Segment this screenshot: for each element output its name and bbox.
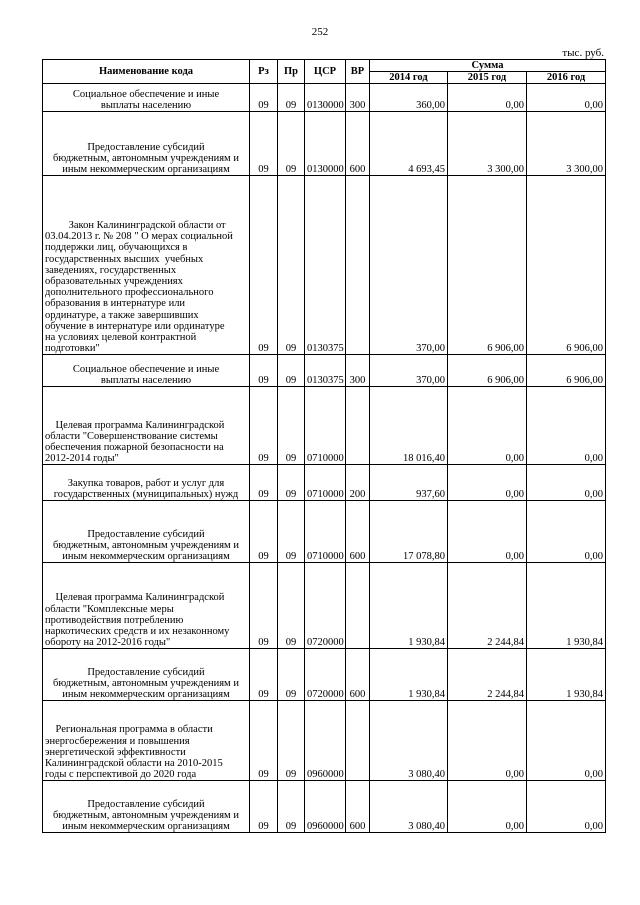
header-name: Наименование кода — [43, 60, 250, 84]
row-pr: 09 — [278, 176, 305, 355]
table-row — [43, 649, 606, 701]
row-name: Закон Калининградской области от 03.04.2013 г. № 208 " О мерах социальной поддержки лиц, обучающихся в государственных высших учебных заведениях, государственных образовательных учреждениях дополнительного профессионального образования в интернатуре или ординатуре, а также завершивших обучение в интернатуре или ординатуре на условиях целевой контрактной подготовки" — [43, 176, 250, 355]
table-row — [43, 355, 606, 387]
units-label: тыс. руб. — [562, 47, 604, 59]
table-row — [43, 112, 606, 176]
table-row — [43, 501, 606, 563]
row-pr: 09 — [278, 465, 305, 501]
row-rz: 09 — [250, 465, 278, 501]
row-sum-2016: 0,00 — [527, 465, 606, 501]
table-row — [43, 176, 606, 355]
row-sum-2014: 17 078,80 — [370, 501, 448, 563]
row-vr — [346, 701, 370, 781]
row-sum-2015: 0,00 — [448, 465, 527, 501]
table-row — [43, 465, 606, 501]
budget-table — [42, 59, 606, 833]
row-sum-2015: 2 244,84 — [448, 563, 527, 649]
table-row — [43, 387, 606, 465]
row-name: Предоставление субсидий бюджетным, автономным учреждениям и иным некоммерческим организациям — [43, 781, 250, 833]
header-2016: 2016 год — [527, 72, 606, 84]
row-pr: 09 — [278, 563, 305, 649]
row-sum-2014: 370,00 — [370, 355, 448, 387]
row-sum-2016: 1 930,84 — [527, 563, 606, 649]
row-csr: 0710000 — [305, 387, 346, 465]
row-name: Целевая программа Калининградской области "Совершенствование системы обеспечения пожарной безопасности на 2012-2014 годы" — [43, 387, 250, 465]
row-rz: 09 — [250, 84, 278, 112]
row-pr: 09 — [278, 649, 305, 701]
row-pr: 09 — [278, 387, 305, 465]
row-csr: 0960000 — [305, 701, 346, 781]
row-pr: 09 — [278, 355, 305, 387]
row-sum-2014: 1 930,84 — [370, 563, 448, 649]
row-name: Предоставление субсидий бюджетным, автономным учреждениям и иным некоммерческим организациям — [43, 649, 250, 701]
row-csr: 0710000 — [305, 501, 346, 563]
table-body — [43, 84, 606, 833]
row-name: Социальное обеспечение и иные выплаты населению — [43, 84, 250, 112]
row-sum-2015: 0,00 — [448, 781, 527, 833]
row-sum-2014: 360,00 — [370, 84, 448, 112]
row-vr — [346, 387, 370, 465]
row-name: Целевая программа Калининградской области "Комплексные меры противодействия потреблению наркотических средств и их незаконному обороту на 2012-2016 годы" — [43, 563, 250, 649]
row-sum-2014: 3 080,40 — [370, 781, 448, 833]
row-rz: 09 — [250, 387, 278, 465]
row-sum-2016: 0,00 — [527, 501, 606, 563]
table-row — [43, 781, 606, 833]
row-sum-2014: 370,00 — [370, 176, 448, 355]
header-sum: Сумма — [370, 60, 606, 72]
row-csr: 0130375 — [305, 176, 346, 355]
row-sum-2016: 0,00 — [527, 84, 606, 112]
row-vr: 200 — [346, 465, 370, 501]
row-vr: 600 — [346, 112, 370, 176]
row-sum-2014: 4 693,45 — [370, 112, 448, 176]
row-sum-2014: 937,60 — [370, 465, 448, 501]
header-rz: Рз — [250, 60, 278, 84]
header-pr: Пр — [278, 60, 305, 84]
row-sum-2014: 1 930,84 — [370, 649, 448, 701]
row-sum-2015: 0,00 — [448, 387, 527, 465]
row-pr: 09 — [278, 112, 305, 176]
row-vr — [346, 563, 370, 649]
row-vr: 600 — [346, 649, 370, 701]
row-csr: 0720000 — [305, 563, 346, 649]
row-vr — [346, 176, 370, 355]
header-csr: ЦСР — [305, 60, 346, 84]
row-sum-2015: 2 244,84 — [448, 649, 527, 701]
row-sum-2015: 0,00 — [448, 84, 527, 112]
row-sum-2014: 3 080,40 — [370, 701, 448, 781]
row-sum-2015: 6 906,00 — [448, 355, 527, 387]
table-row — [43, 84, 606, 112]
row-sum-2016: 0,00 — [527, 781, 606, 833]
row-rz: 09 — [250, 563, 278, 649]
row-rz: 09 — [250, 781, 278, 833]
row-csr: 0960000 — [305, 781, 346, 833]
row-name: Региональная программа в области энергосбережения и повышения энергетической эффективности Калининградской области на 2010-2015 годы с перспективой до 2020 года — [43, 701, 250, 781]
page-number: 252 — [311, 26, 329, 38]
row-pr: 09 — [278, 84, 305, 112]
row-csr: 0130000 — [305, 112, 346, 176]
row-sum-2016: 0,00 — [527, 387, 606, 465]
row-sum-2015: 3 300,00 — [448, 112, 527, 176]
row-sum-2015: 0,00 — [448, 701, 527, 781]
row-pr: 09 — [278, 501, 305, 563]
row-csr: 0130375 — [305, 355, 346, 387]
row-vr: 600 — [346, 781, 370, 833]
header-2014: 2014 год — [370, 72, 448, 84]
row-rz: 09 — [250, 355, 278, 387]
table-row — [43, 563, 606, 649]
row-vr: 600 — [346, 501, 370, 563]
row-sum-2016: 3 300,00 — [527, 112, 606, 176]
row-pr: 09 — [278, 701, 305, 781]
row-sum-2016: 6 906,00 — [527, 355, 606, 387]
row-rz: 09 — [250, 649, 278, 701]
row-sum-2016: 0,00 — [527, 701, 606, 781]
row-vr: 300 — [346, 355, 370, 387]
row-sum-2015: 0,00 — [448, 501, 527, 563]
header-vr: ВР — [346, 60, 370, 84]
row-csr: 0710000 — [305, 465, 346, 501]
row-sum-2014: 18 016,40 — [370, 387, 448, 465]
row-name: Предоставление субсидий бюджетным, автономным учреждениям и иным некоммерческим организациям — [43, 501, 250, 563]
row-sum-2016: 1 930,84 — [527, 649, 606, 701]
row-vr: 300 — [346, 84, 370, 112]
row-sum-2015: 6 906,00 — [448, 176, 527, 355]
row-name: Социальное обеспечение и иные выплаты населению — [43, 355, 250, 387]
header-2015: 2015 год — [448, 72, 527, 84]
row-pr: 09 — [278, 781, 305, 833]
row-csr: 0720000 — [305, 649, 346, 701]
table-row — [43, 701, 606, 781]
row-name: Предоставление субсидий бюджетным, автономным учреждениям и иным некоммерческим организациям — [43, 112, 250, 176]
row-csr: 0130000 — [305, 84, 346, 112]
row-rz: 09 — [250, 501, 278, 563]
row-rz: 09 — [250, 701, 278, 781]
row-rz: 09 — [250, 112, 278, 176]
row-rz: 09 — [250, 176, 278, 355]
row-name: Закупка товаров, работ и услуг для государственных (муниципальных) нужд — [43, 465, 250, 501]
row-sum-2016: 6 906,00 — [527, 176, 606, 355]
